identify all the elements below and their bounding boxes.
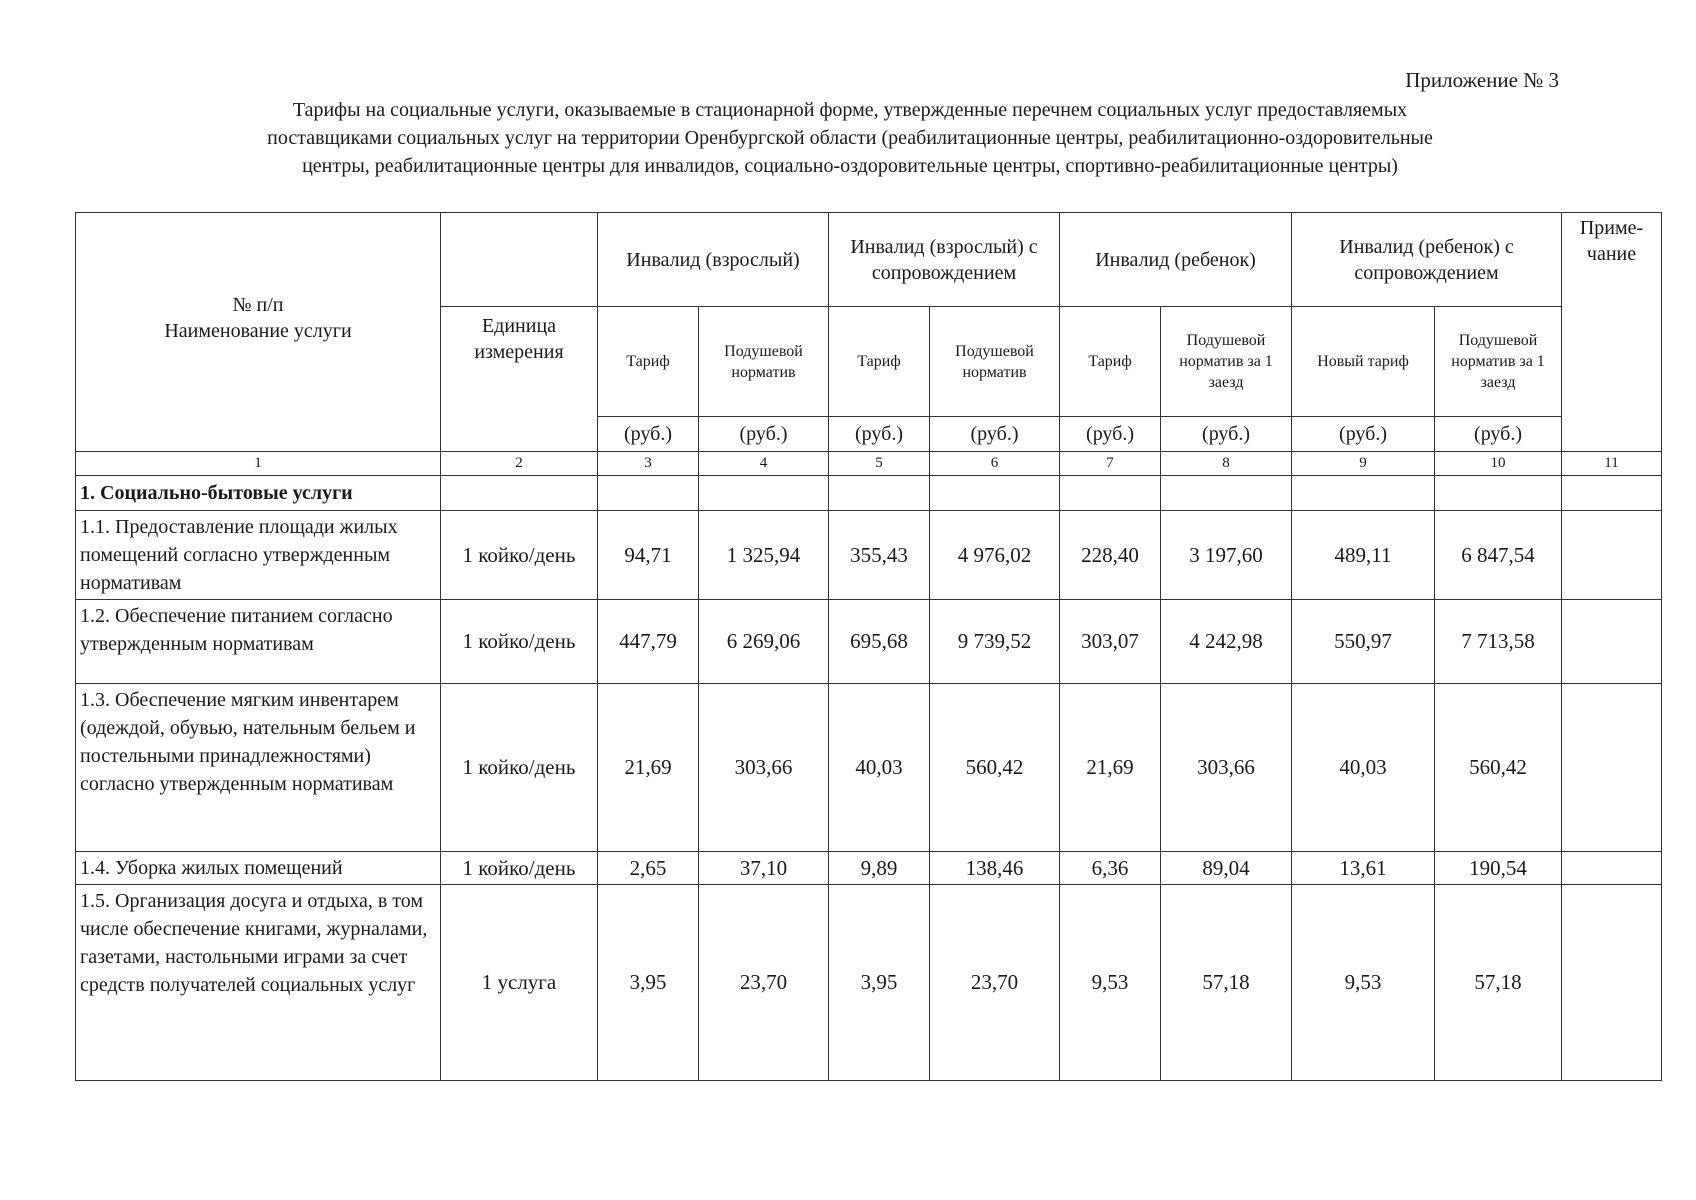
value-cell: 37,10 [699, 852, 829, 885]
value-cell: 447,79 [598, 600, 699, 684]
value-cell: 695,68 [829, 600, 930, 684]
currency-label: (руб.) [1060, 417, 1161, 452]
value-cell: 6,36 [1060, 852, 1161, 885]
tariffs-table [75, 212, 1662, 1081]
value-cell: 303,07 [1060, 600, 1161, 684]
subcol-per-capita: Подушевой норматив [930, 307, 1060, 417]
value-cell: 40,03 [829, 684, 930, 852]
value-cell: 9,53 [1292, 885, 1435, 1081]
value-cell: 6 269,06 [699, 600, 829, 684]
note-cell [1562, 600, 1662, 684]
value-cell: 1 325,94 [699, 511, 829, 600]
title-line: центры, реабилитационные центры для инвалидов, социально-оздоровительные центры, спортивно-реабилитационные центры) [302, 155, 1398, 177]
value-cell: 9,53 [1060, 885, 1161, 1081]
value-cell: 228,40 [1060, 511, 1161, 600]
value-cell: 355,43 [829, 511, 930, 600]
value-cell: 560,42 [930, 684, 1060, 852]
header-unit-line1: Единица [481, 315, 557, 337]
column-number: 2 [441, 452, 598, 476]
service-name: 1.3. Обеспечение мягким инвентарем (одеждой, обувью, нательным бельем и постельными принадлежностями) согласно утвержденным нормативам [76, 684, 441, 852]
value-cell: 3,95 [598, 885, 699, 1081]
value-cell: 23,70 [930, 885, 1060, 1081]
value-cell: 21,69 [598, 684, 699, 852]
value-cell: 9,89 [829, 852, 930, 885]
value-cell: 3,95 [829, 885, 930, 1081]
service-name: 1.2. Обеспечение питанием согласно утвержденным нормативам [76, 600, 441, 684]
value-cell: 21,69 [1060, 684, 1161, 852]
value-cell: 2,65 [598, 852, 699, 885]
empty-cell [1562, 476, 1662, 511]
empty-cell [1161, 476, 1292, 511]
header-group-adult: Инвалид (взрослый) [598, 213, 829, 307]
column-number: 4 [699, 452, 829, 476]
service-row [76, 684, 1662, 852]
column-number: 8 [1161, 452, 1292, 476]
value-cell: 7 713,58 [1435, 600, 1562, 684]
title-line: поставщиками социальных услуг на территории Оренбургской области (реабилитационные центры, реабилитационно-оздоровительные [267, 127, 1433, 149]
header-unit-spacer [441, 213, 598, 307]
section-title: 1. Социально-бытовые услуги [76, 476, 441, 511]
header-group-adult-escort: Инвалид (взрослый) с сопровождением [829, 213, 1060, 307]
value-cell: 94,71 [598, 511, 699, 600]
currency-label: (руб.) [1435, 417, 1562, 452]
header-name-label: Наименование услуги [164, 320, 352, 342]
currency-label: (руб.) [1292, 417, 1435, 452]
service-row [76, 511, 1662, 600]
value-cell: 13,61 [1292, 852, 1435, 885]
value-cell: 57,18 [1435, 885, 1562, 1081]
header-number-label: № п/п [232, 294, 284, 316]
subcol-per-capita: Подушевой норматив [699, 307, 829, 417]
value-cell: 23,70 [699, 885, 829, 1081]
service-name: 1.5. Организация досуга и отдыха, в том числе обеспечение книгами, журналами, газетами, настольными играми за счет средств получателей социальных услуг [76, 885, 441, 1081]
value-cell: 190,54 [1435, 852, 1562, 885]
service-unit: 1 койко/день [441, 852, 598, 885]
column-number: 3 [598, 452, 699, 476]
empty-cell [441, 476, 598, 511]
value-cell: 303,66 [699, 684, 829, 852]
title-line: Тарифы на социальные услуги, оказываемые в стационарной форме, утвержденные перечнем социальных услуг предоставляемых [292, 99, 1408, 121]
header-group-child-escort: Инвалид (ребенок) с сопровождением [1292, 213, 1562, 307]
header-service-name [76, 213, 441, 452]
empty-cell [598, 476, 699, 511]
service-name: 1.4. Уборка жилых помещений [76, 852, 441, 885]
column-number: 7 [1060, 452, 1161, 476]
value-cell: 9 739,52 [930, 600, 1060, 684]
value-cell: 40,03 [1292, 684, 1435, 852]
subcol-new-tariff: Новый тариф [1292, 307, 1435, 417]
column-number: 6 [930, 452, 1060, 476]
service-row [76, 852, 1662, 885]
column-number: 10 [1435, 452, 1562, 476]
empty-cell [1435, 476, 1562, 511]
header-group-child: Инвалид (ребенок) [1060, 213, 1292, 307]
empty-cell [930, 476, 1060, 511]
service-unit: 1 услуга [441, 885, 598, 1081]
value-cell: 4 242,98 [1161, 600, 1292, 684]
column-number: 9 [1292, 452, 1435, 476]
subcol-per-capita-per-stay: Подушевой норматив за 1 заезд [1161, 307, 1292, 417]
service-row [76, 885, 1662, 1081]
column-number-row [76, 452, 1662, 476]
empty-cell [1060, 476, 1161, 511]
value-cell: 303,66 [1161, 684, 1292, 852]
appendix-label: Приложение № 3 [1405, 68, 1559, 92]
subcol-per-capita-per-stay: Подушевой норматив за 1 заезд [1435, 307, 1562, 417]
value-cell: 138,46 [930, 852, 1060, 885]
value-cell: 550,97 [1292, 600, 1435, 684]
value-cell: 560,42 [1435, 684, 1562, 852]
service-unit: 1 койко/день [441, 511, 598, 600]
header-unit-line2: измерения [474, 341, 564, 363]
service-row [76, 600, 1662, 684]
value-cell: 6 847,54 [1435, 511, 1562, 600]
currency-label: (руб.) [1161, 417, 1292, 452]
subcol-tariff: Тариф [598, 307, 699, 417]
service-unit: 1 койко/день [441, 600, 598, 684]
header-note: Приме- чание [1562, 213, 1662, 452]
header-unit [441, 307, 598, 452]
empty-cell [829, 476, 930, 511]
column-number: 11 [1562, 452, 1662, 476]
note-cell [1562, 684, 1662, 852]
column-number: 1 [76, 452, 441, 476]
header-row-groups [76, 213, 1662, 307]
value-cell: 3 197,60 [1161, 511, 1292, 600]
note-cell [1562, 511, 1662, 600]
currency-label: (руб.) [598, 417, 699, 452]
note-cell [1562, 885, 1662, 1081]
value-cell: 489,11 [1292, 511, 1435, 600]
subcol-tariff: Тариф [1060, 307, 1161, 417]
value-cell: 89,04 [1161, 852, 1292, 885]
note-cell [1562, 852, 1662, 885]
value-cell: 57,18 [1161, 885, 1292, 1081]
currency-label: (руб.) [699, 417, 829, 452]
empty-cell [699, 476, 829, 511]
document-title [95, 96, 1605, 180]
value-cell: 4 976,02 [930, 511, 1060, 600]
service-name: 1.1. Предоставление площади жилых помещений согласно утвержденным нормативам [76, 511, 441, 600]
currency-label: (руб.) [829, 417, 930, 452]
section-row [76, 476, 1662, 511]
empty-cell [1292, 476, 1435, 511]
service-unit: 1 койко/день [441, 684, 598, 852]
subcol-tariff: Тариф [829, 307, 930, 417]
column-number: 5 [829, 452, 930, 476]
currency-label: (руб.) [930, 417, 1060, 452]
